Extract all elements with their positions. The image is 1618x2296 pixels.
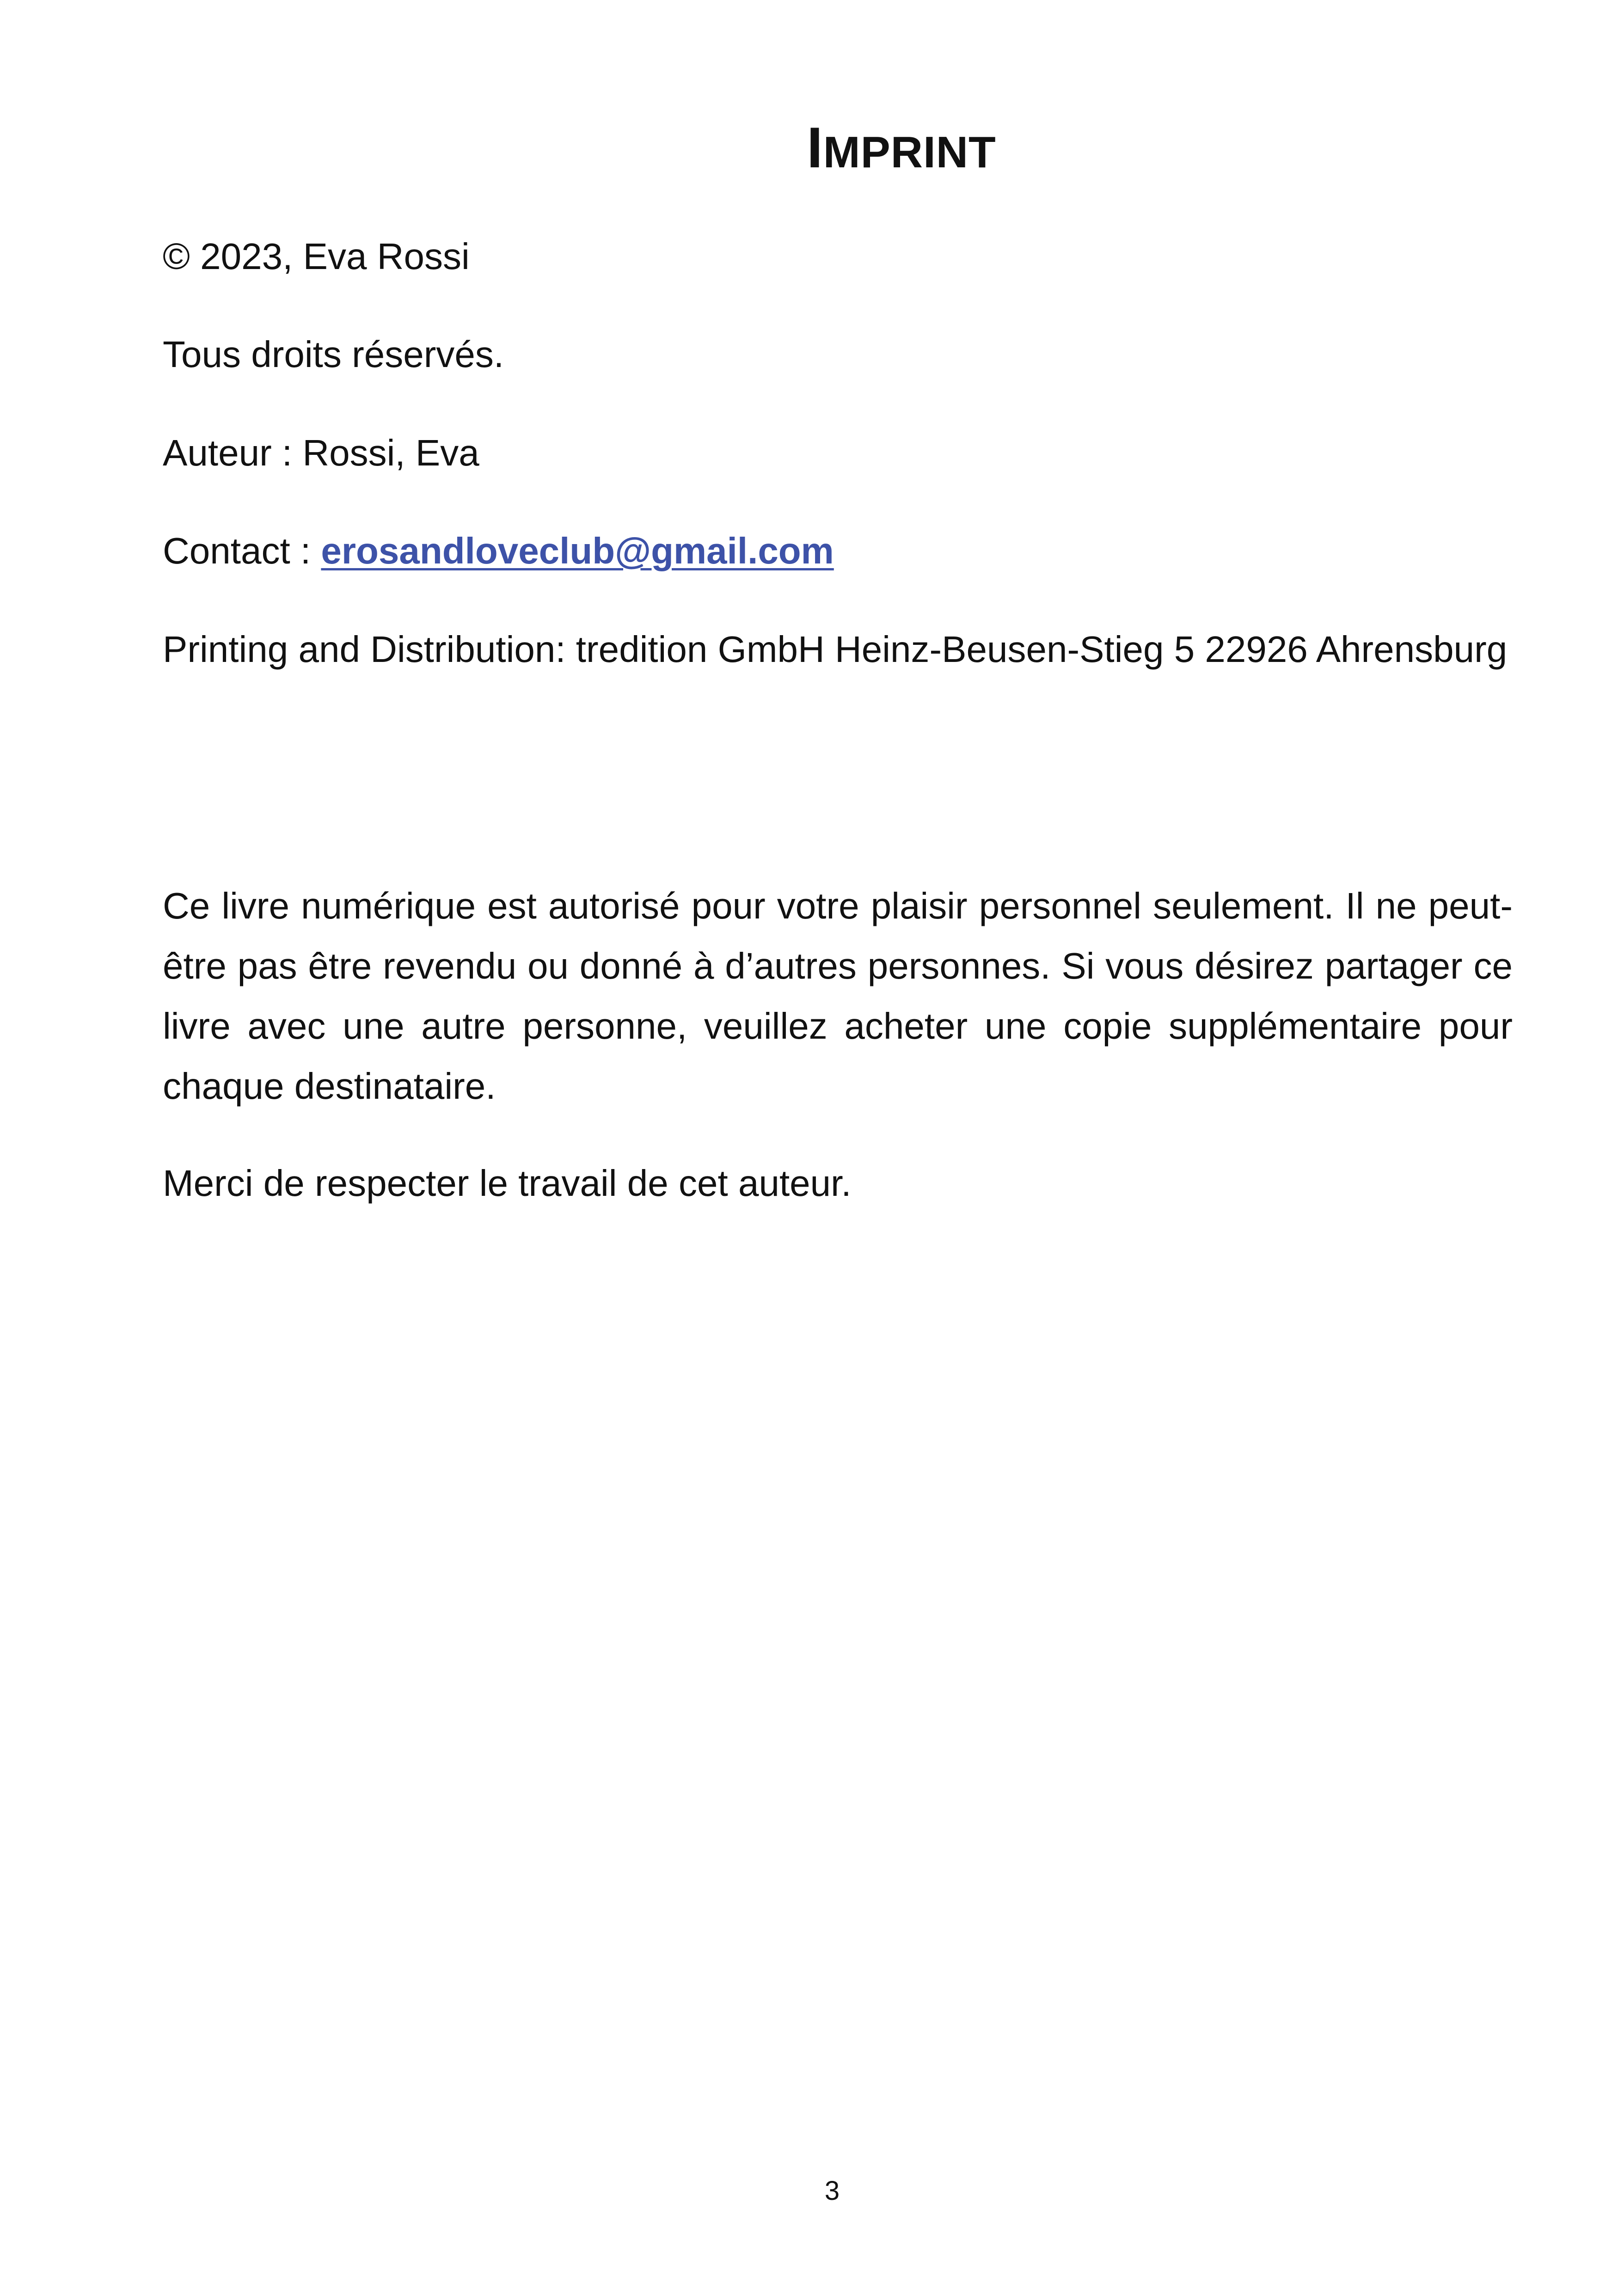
thanks-line: Merci de respecter le travail de cet auteur. (163, 1163, 852, 1204)
printing-distribution-paragraph: Printing and Distribution: tredition GmbH Heinz-Beusen-Stieg 5 22926 Ahrensburg (163, 629, 1508, 670)
page-number: 3 (824, 2176, 840, 2206)
copyright-line: © 2023, Eva Rossi (163, 236, 470, 277)
contact-label: Contact : (163, 530, 321, 571)
contact-email-link[interactable]: erosandloveclub@gmail.com (321, 530, 834, 571)
license-paragraph: Ce livre numérique est autorisé pour votre plaisir personnel seulement. Il ne peut-être pas être revendu ou donné à d’autres personnes. Si vous désirez partager ce livre avec une autre personne, veuillez acheter une copie supplémentaire pour chaque destinataire. (163, 885, 1513, 1107)
rights-line: Tous droits réservés. (163, 334, 504, 375)
author-line: Auteur : Rossi, Eva (163, 432, 479, 473)
title-initial: I (807, 116, 823, 180)
title-rest: MPRINT (823, 128, 996, 177)
page-title (647, 118, 1156, 183)
contact-line (163, 521, 1513, 581)
